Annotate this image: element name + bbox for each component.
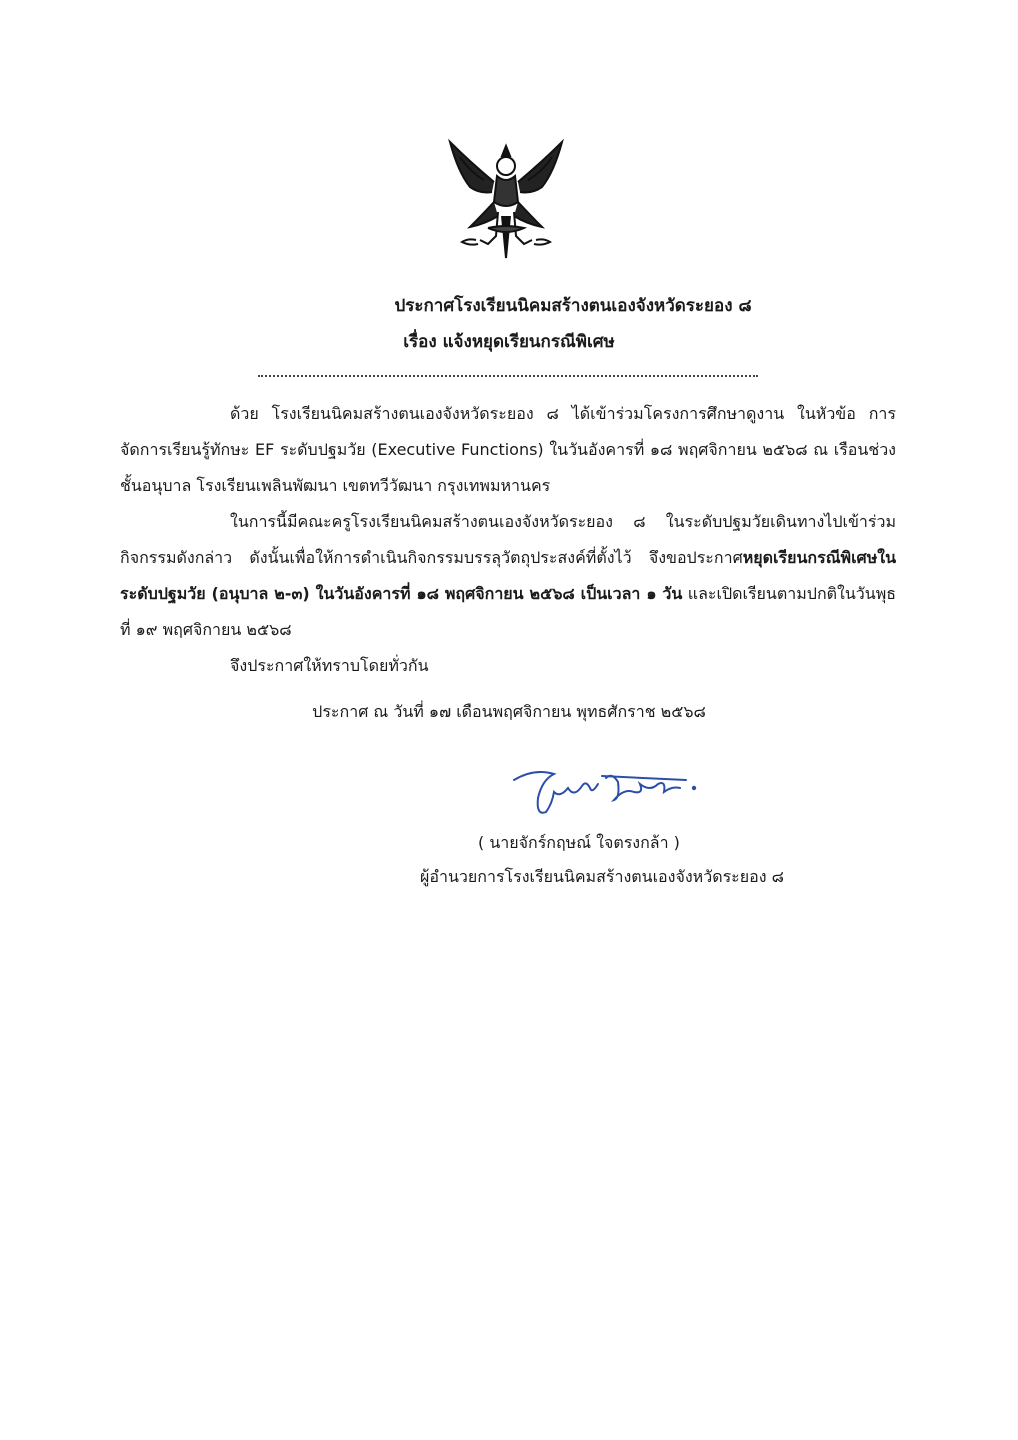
dotted-divider bbox=[258, 365, 758, 377]
garuda-emblem-icon bbox=[440, 132, 572, 264]
announcement-title: ประกาศโรงเรียนนิคมสร้างตนเองจังหวัดระยอง ๘ bbox=[394, 296, 752, 316]
announcement-date: ประกาศ ณ วันที่ ๑๗ เดือนพฤศจิกายน พุทธศักราช ๒๕๖๘ bbox=[312, 702, 706, 721]
signer-name: ( นายจักร์กฤษณ์ ใจตรงกล้า ) bbox=[478, 833, 680, 852]
paragraph-1: ด้วย โรงเรียนนิคมสร้างตนเองจังหวัดระยอง ๘ ได้เข้าร่วมโครงการศึกษาดูงาน ในหัวข้อ การจัดการเรียนรู้ทักษะ EF ระดับปฐมวัย (Executive Functions) ในวันอังคารที่ ๑๘ พฤศจิกายน ๒๕๖๘ ณ เรือนช่วงชั้นอนุบาล โรงเรียนเพลินพัฒนา เขตทวีวัฒนา กรุงเทพมหานคร bbox=[120, 404, 896, 495]
paragraph-2-end: และเปิดเรียนตามปกติในวันพุธที่ ๑๙ พฤศจิกายน ๒๕๖๘ bbox=[120, 584, 897, 639]
announcement-subject: เรื่อง แจ้งหยุดเรียนกรณีพิเศษ bbox=[403, 332, 615, 352]
title-block bbox=[0, 288, 1018, 360]
paragraph-2-bold: หยุดเรียนกรณีพิเศษในระดับปฐมวัย (อนุบาล ๒-๓) ในวันอังคารที่ ๑๘ พฤศจิกายน ๒๕๖๘ เป็นเวลา ๑ วัน bbox=[120, 548, 896, 603]
paragraph-2 bbox=[120, 504, 896, 648]
paragraph-2-start: ในการนี้มีคณะครูโรงเรียนนิคมสร้างตนเองจังหวัดระยอง ๘ ในระดับปฐมวัยเดินทางไปเข้าร่วมกิจกรรมดังกล่าว ดังนั้นเพื่อให้การดำเนินกิจกรรมบรรลุวัตถุประสงค์ที่ตั้งไว้ จึงขอประกาศ bbox=[120, 512, 896, 567]
announcement-body bbox=[120, 396, 896, 684]
handwritten-signature bbox=[494, 758, 704, 828]
closing-statement: จึงประกาศให้ทราบโดยทั่วกัน bbox=[230, 656, 429, 675]
signer-position: ผู้อำนวยการโรงเรียนนิคมสร้างตนเองจังหวัดระยอง ๘ bbox=[420, 867, 784, 886]
